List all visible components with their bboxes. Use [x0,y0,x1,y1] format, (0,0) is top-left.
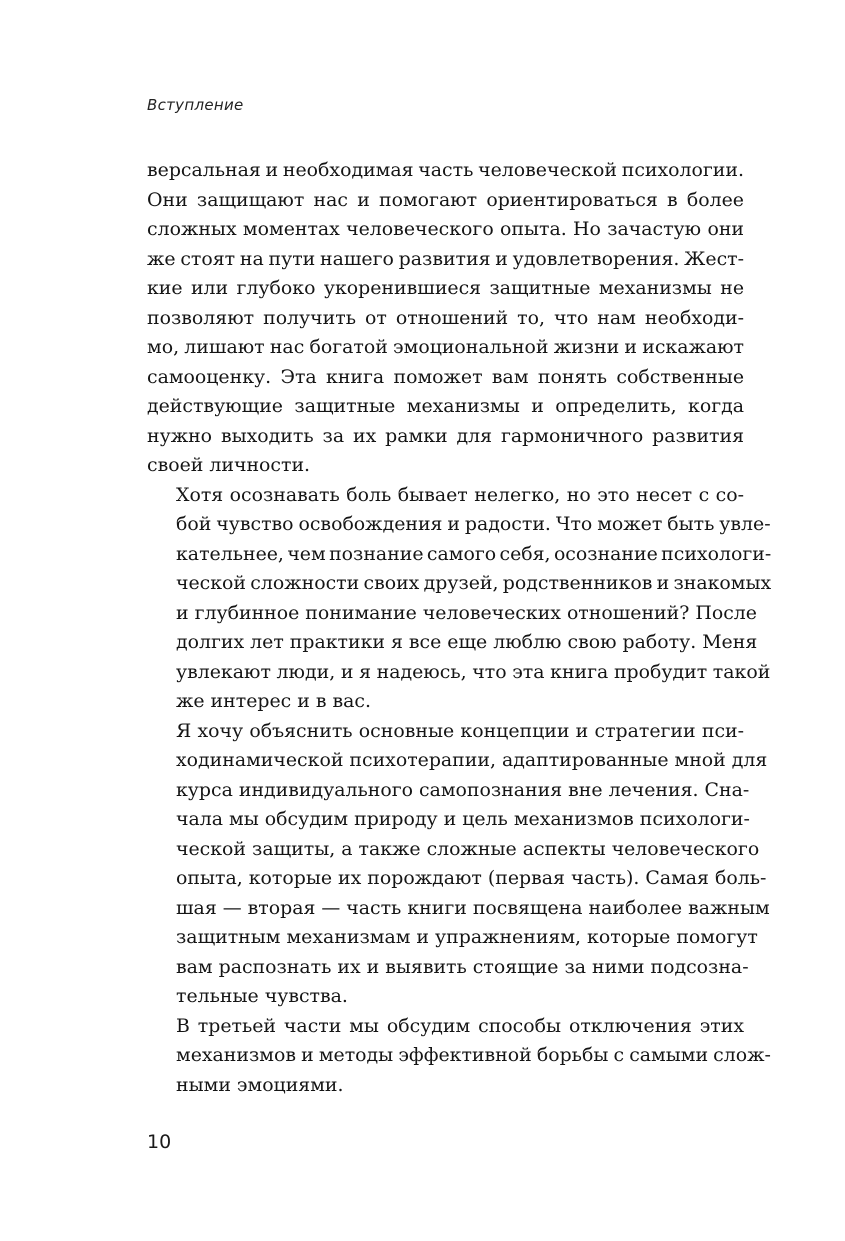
text-line: Я хочу объяснить основные концепции и стратегии пси- [176,719,744,742]
text-line: Они защищают нас и помогают ориентироваться в более [147,188,744,211]
text-line: позволяют получить от отношений то, что нам необходи- [147,306,744,329]
text-line: мо, лишают нас богатой эмоциональной жизни и искажают [147,336,744,358]
text-line: сложных моментах человеческого опыта. Но зачастую они [147,218,744,240]
text-line: увлекают люди, и я надеюсь, что эта книга пробудит такой [176,660,771,683]
text-line: ходинамической психотерапии, адаптированные мной для [176,749,768,771]
text-line: Хотя осознавать боль бывает нелегко, но это несет с со- [176,483,744,506]
text-line: же интерес и в вас. [176,690,371,712]
text-line: шая — вторая — часть книги посвящена наиболее важным [176,896,770,919]
text-line: чала мы обсудим природу и цель механизмов психологи- [176,808,750,830]
text-line: защитным механизмам и упражнениям, которые помогут [176,926,758,948]
paragraph-3 [147,717,770,1012]
body-text [147,156,772,1100]
running-head: Вступление [147,96,244,114]
text-line: тельные чувства. [176,985,348,1007]
text-line: действующие защитные механизмы и определить, когда [147,395,744,417]
text-line: же стоят на пути нашего развития и удовлетворения. Жест- [147,247,744,270]
text-line: своей личности. [147,454,311,476]
text-line: вам распознать их и выявить стоящие за ними подсозна- [176,955,749,978]
text-line: долгих лет практики я все еще люблю свою работу. Меня [176,631,758,653]
text-line: версальная и необходимая часть человеческой психологии. [147,159,744,181]
paragraph-4 [147,1012,771,1101]
text-line: бой чувство освобождения и радости. Что может быть увле- [176,513,771,535]
text-line: кательнее, чем познание самого себя, осознание психологи- [176,542,772,565]
text-line: В третьей части мы обсудим способы отключения этих [176,1014,744,1037]
text-line: кие или глубоко укоренившиеся защитные механизмы не [147,277,744,299]
text-line: ческой сложности своих друзей, родственников и знакомых [176,572,772,594]
text-line: и глубинное понимание человеческих отношений? После [176,601,757,624]
text-line: курса индивидуального самопознания вне лечения. Сна- [176,778,750,801]
text-line: ческой защиты, а также сложные аспекты человеческого [176,837,760,860]
paragraph-2 [147,481,772,717]
text-line: механизмов и методы эффективной борьбы с самыми слож- [176,1044,771,1066]
text-line: самооценку. Эта книга поможет вам понять собственные [147,365,744,388]
paragraph-1 [147,156,744,481]
page-number: 10 [147,1131,172,1153]
text-line: опыта, которые их порождают (первая часть). Самая боль- [176,867,767,889]
text-line: нужно выходить за их рамки для гармоничного развития [147,424,744,447]
text-line: ными эмоциями. [176,1073,344,1096]
